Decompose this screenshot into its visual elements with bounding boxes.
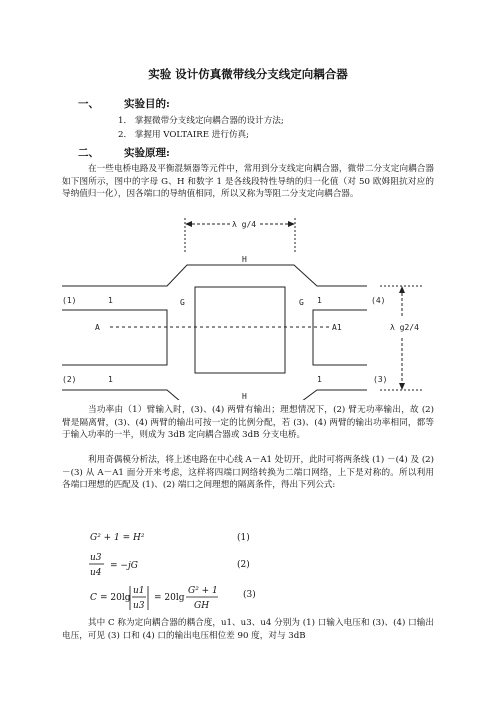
objective-item-1: 1． 掌握微带分支线定向耦合器的设计方法; <box>118 116 284 126</box>
section1-heading: 实验目的: <box>124 98 170 110</box>
impedance-1-label: 1 <box>317 375 322 384</box>
equation-3-number: (3) <box>243 590 256 600</box>
principle-paragraph-2: 当功率由（1）臂输入时，(3)、(4) 两臂有输出；理想情况下，(2) 臂无功率输出，故 (2) 臂是隔离臂，(3)、(4) 两臂的输出可按一定的比例分配，若 (3)、(4) 两臂的输出功率相同，都等于输入功率的一半，则成为 3dB 定向耦合器或 3dB 分支电桥。 <box>62 405 434 441</box>
svg-text:u4: u4 <box>90 568 102 578</box>
equation-2 <box>88 548 168 582</box>
svg-text:u3: u3 <box>133 601 145 611</box>
page-title: 实验 设计仿真微带线分支线定向耦合器 <box>148 67 348 81</box>
lambda-g2-label: λ g2/4 <box>390 323 419 332</box>
svg-text:C: C <box>90 593 97 603</box>
impedance-1-label: 1 <box>108 296 113 305</box>
g-left-label: G <box>180 298 185 307</box>
principle-paragraph-3: 利用奇偶模分析法，将上述电路在中心线 A－A1 处切开，此时可将两条线 (1) －(4) 及 (2) －(3) 从 A－A1 面分开来考虑，这样将四端口网络转换为二端口网络，上下是对称的。所以利用各端口理想的匹配及 (1)、(2) 端口之间理想的隔离条件，得出下列公式: <box>62 455 434 491</box>
a-label: A <box>95 323 100 332</box>
svg-text:u1: u1 <box>133 586 145 596</box>
equation-2-number: (2) <box>237 560 250 570</box>
equation-3 <box>88 580 248 614</box>
principle-paragraph-1: 在一些电桥电路及平衡混频器等元件中，常用到分支线定向耦合器，微带二分支定向耦合器如下图所示，图中的字母 G、H 和数字 1 是各线段特性导纳的归一化值（对 50 欧姆阻抗对应的导纳值归一化），因各端口的导纳值相同，所以又称为等阻二分支定向耦合器。 <box>62 164 434 200</box>
svg-text:G² + 1: G² + 1 <box>188 586 218 596</box>
coupler-diagram <box>62 210 434 400</box>
svg-text:GH: GH <box>194 601 210 611</box>
h-bottom-label: H <box>242 392 247 400</box>
impedance-1-label: 1 <box>317 296 322 305</box>
lambda-g-label: λ g/4 <box>232 220 257 229</box>
svg-text:u3: u3 <box>90 553 102 563</box>
section2-number: 二、 <box>78 147 99 159</box>
h-top-label: H <box>242 255 247 264</box>
port-2-label: (2) <box>62 375 77 384</box>
section1-number: 一、 <box>78 98 99 110</box>
svg-text:= 20lg: = 20lg <box>154 593 185 603</box>
port-4-label: (4) <box>371 296 386 305</box>
principle-paragraph-4: 其中 C 称为定向耦合器的耦合度，u1、u3、u4 分别为 (1) 口输入电压和 (3)、(4) 口输出电压，可见 (3) 口和 (4) 口的输出电压相位差 90 度，对与 3dB <box>62 618 434 641</box>
equation-1: G² + 1 = H² <box>90 533 145 543</box>
objective-item-2: 2． 掌握用 VOLTAIRE 进行仿真; <box>118 130 250 140</box>
g-right-label: G <box>299 298 304 307</box>
impedance-1-label: 1 <box>108 375 113 384</box>
section2-heading: 实验原理: <box>124 147 170 159</box>
svg-text:= −jG: = −jG <box>110 561 138 571</box>
a1-label: A1 <box>332 323 342 332</box>
port-3-label: (3) <box>373 375 388 384</box>
port-1-label: (1) <box>62 296 77 305</box>
equation-1-number: (1) <box>237 533 250 543</box>
svg-text:= 20lg: = 20lg <box>100 593 131 603</box>
